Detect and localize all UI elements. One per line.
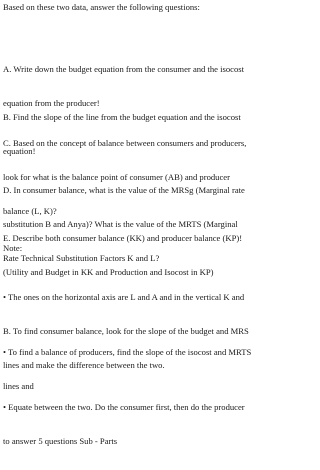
note-item-1-line-2: B. To find consumer balance, look for the slope of the budget and MRS	[3, 326, 249, 337]
question-d-line-2: substitution B and Anya)? What is the value of the MRTS (Marginal	[3, 219, 238, 230]
question-a-line-2: equation from the producer!	[3, 98, 100, 109]
question-a-line-1: A. Write down the budget equation from the consumer and the isocost	[3, 64, 245, 75]
question-b-line-2: equation!	[3, 146, 36, 157]
note-heading: Note:	[3, 243, 23, 253]
question-d-line-3: Rate Technical Substitution Factors K and L?	[3, 252, 160, 263]
question-d-line-1: D. In consumer balance, what is the value of the MRSg (Marginal rate	[3, 185, 245, 196]
question-c-line-2: look for what is the balance point of consumer (AB) and producer	[3, 172, 230, 183]
intro-text: Based on these two data, answer the following questions:	[3, 2, 200, 12]
note-item-3	[3, 380, 245, 470]
note-item-3-line-1: • Equate between the two. Do the consumer first, then do the producer	[3, 402, 245, 413]
question-c-line-3: balance (L, K)?	[3, 205, 57, 216]
note-item-3-line-2: to answer 5 questions Sub - Parts	[3, 436, 118, 447]
note-item-1-line-1: • The ones on the horizontal axis are L and A and in the vertical K and	[3, 292, 245, 303]
note-item-2-line-2: lines and	[3, 381, 34, 392]
note-item-2-line-1: • To find a balance of producers, find the slope of the isocost and MRTS	[3, 347, 252, 358]
question-b-line-1: B. Find the slope of the line from the budget equation and the isocost	[3, 112, 241, 123]
question-e-line-2: (Utility and Budget in KK and Production and Isocost in KP)	[3, 267, 214, 278]
question-e-line-1: E. Describe both consumer balance (KK) and producer balance (KP)!	[3, 233, 243, 244]
note-item-1-line-3: lines and make the difference between the two.	[3, 359, 165, 370]
question-c-line-1: C. Based on the concept of balance between consumers and producers,	[3, 138, 247, 149]
